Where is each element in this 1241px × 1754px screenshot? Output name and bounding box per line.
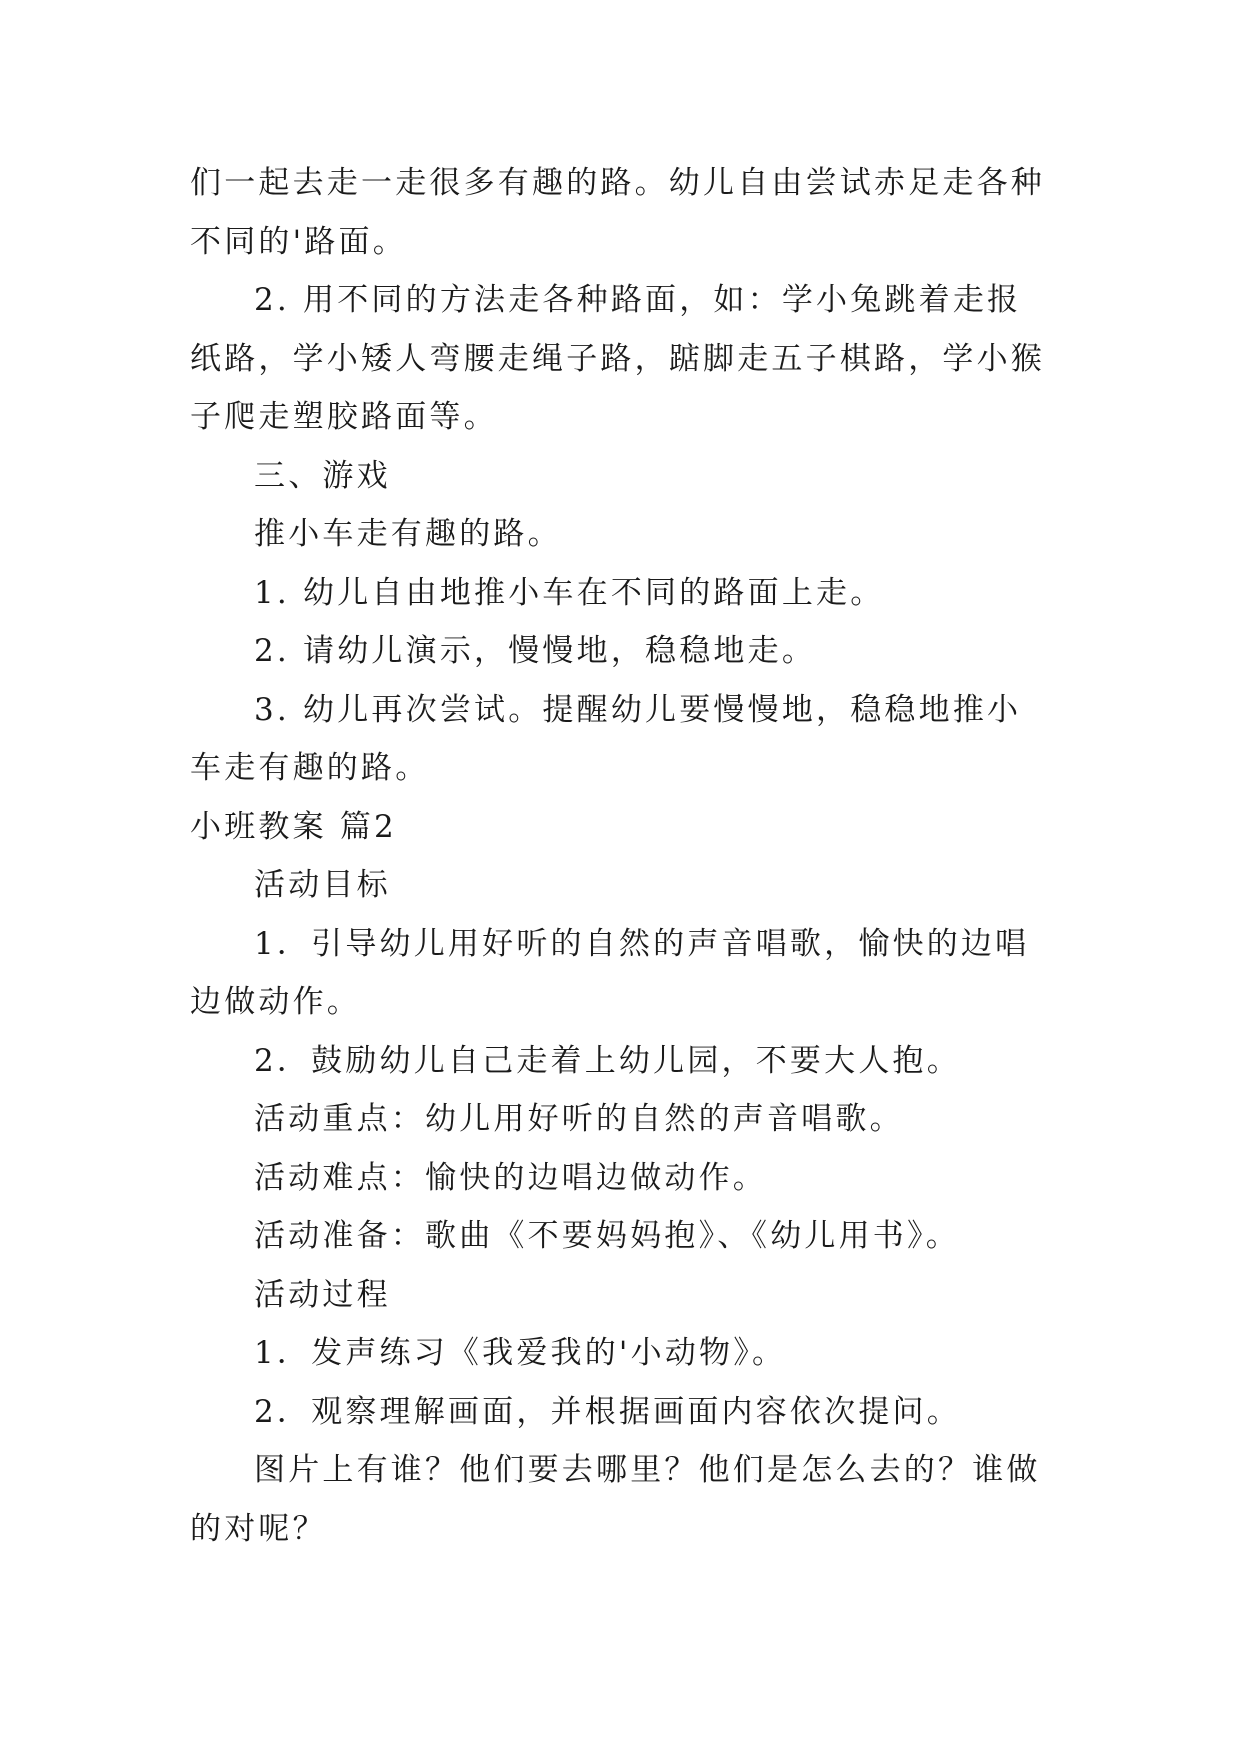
section-heading-game: 三、游戏 — [254, 457, 391, 494]
paragraph-questions: 图片上有谁？他们要去哪里？他们是怎么去的？谁做的对呢？ — [190, 1452, 1041, 1547]
paragraph-step-2-walk-methods: 2. 用不同的方法走各种路面，如：学小兔跳着走报纸路，学小矮人弯腰走绳子路，踮脚走五子棋路，学小猴子爬走塑胶路面等。 — [190, 282, 1045, 435]
document-body — [190, 154, 1050, 1558]
paragraph-key-point: 活动重点：幼儿用好听的自然的声音唱歌。 — [254, 1101, 904, 1137]
paragraph-continuation: 们一起去走一走很多有趣的路。幼儿自由尝试赤足走各种不同的'路面。 — [190, 165, 1045, 260]
paragraph-game-title: 推小车走有趣的路。 — [254, 516, 562, 552]
heading-activity-goals: 活动目标 — [254, 867, 391, 903]
paragraph-preparation: 活动准备：歌曲《不要妈妈抱》、《幼儿用书》。 — [254, 1218, 960, 1254]
paragraph-game-step-2: 2. 请幼儿演示，慢慢地，稳稳地走。 — [254, 633, 817, 669]
paragraph-process-step-2: 2．观察理解画面，并根据画面内容依次提问。 — [254, 1393, 961, 1430]
paragraph-game-step-1: 1. 幼儿自由地推小车在不同的路面上走。 — [254, 574, 885, 611]
heading-activity-process: 活动过程 — [254, 1276, 391, 1313]
paragraph-goal-2: 2．鼓励幼儿自己走着上幼儿园，不要大人抱。 — [254, 1042, 961, 1079]
lesson-plan-title: 小班教案 篇2 — [190, 808, 397, 845]
paragraph-difficulty: 活动难点：愉快的边唱边做动作。 — [254, 1159, 767, 1196]
paragraph-process-step-1: 1．发声练习《我爱我的'小动物》。 — [254, 1335, 787, 1371]
paragraph-game-step-3: 3. 幼儿再次尝试。提醒幼儿要慢慢地，稳稳地推小车走有趣的路。 — [190, 691, 1022, 786]
paragraph-goal-1: 1．引导幼儿用好听的自然的声音唱歌，愉快的边唱边做动作。 — [190, 925, 1030, 1020]
